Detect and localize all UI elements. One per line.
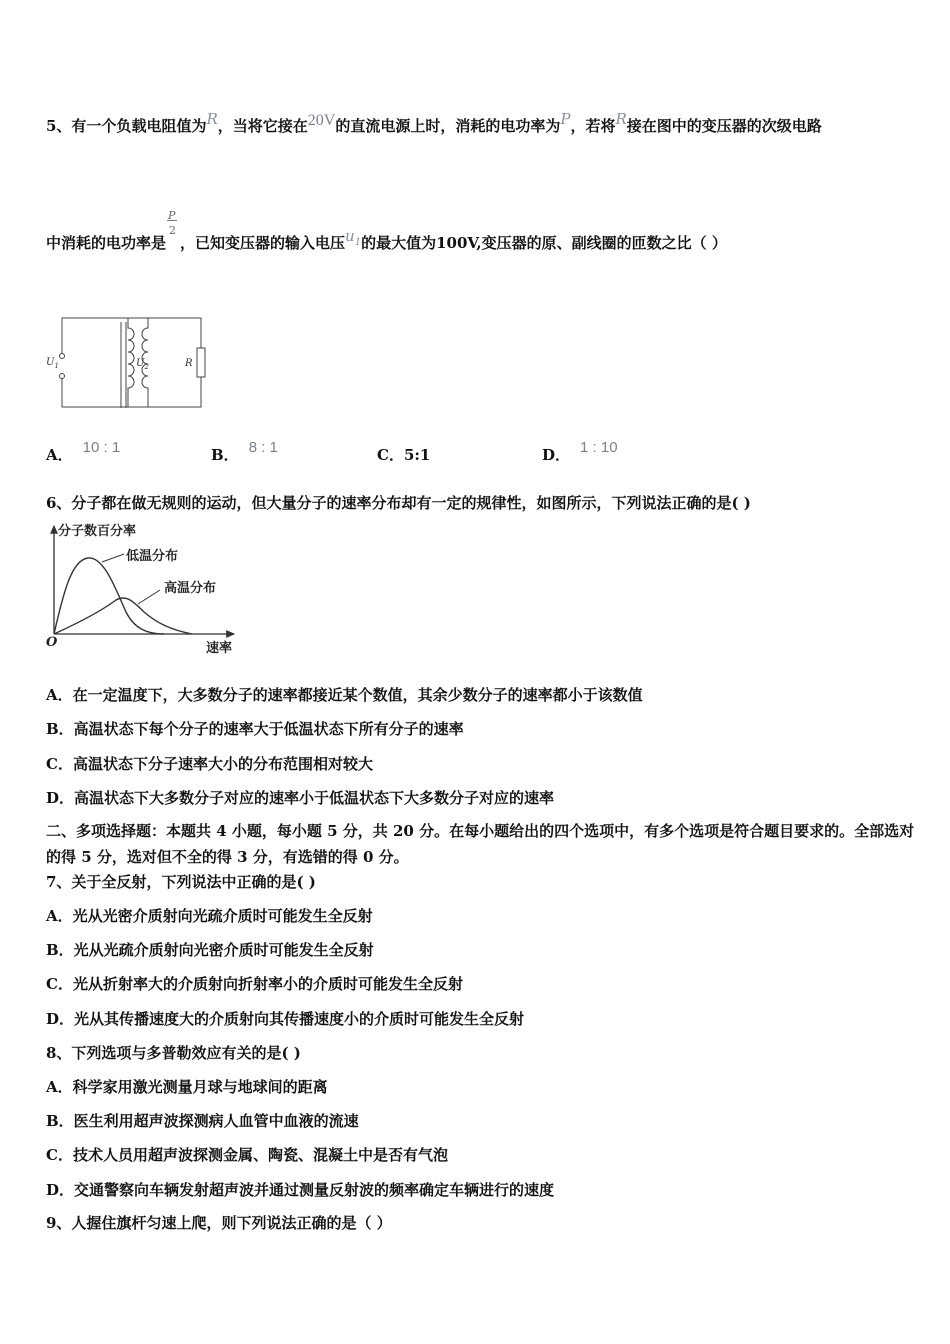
q5-text: ，若将 (570, 117, 616, 135)
q5-text: 接在图中的变压器的次级电路 (626, 117, 822, 135)
q8-option-c[interactable]: C．技术人员用超声波探测金属、陶瓷、混凝土中是否有气泡 (46, 1146, 448, 1164)
fraction-p-over-2 (166, 209, 180, 254)
q7-option-b[interactable]: B．光从光疏介质射向光密介质时可能发生全反射 (46, 941, 374, 959)
label-high-temp: 高温分布 (164, 581, 217, 596)
q7-stem: 7、关于全反射，下列说法中正确的是( ) (46, 873, 316, 891)
secondary-wire-top (128, 318, 201, 348)
q6-option-c[interactable]: C．高温状态下分子速率大小的分布范围相对较大 (46, 755, 373, 773)
q9-stem: 9、人握住旗杆匀速上爬，则下列说法正确的是（ ） (46, 1214, 392, 1232)
q7-option-d[interactable]: D．光从其传播速度大的介质射向其传播速度小的介质时可能发生全反射 (46, 1010, 525, 1028)
option-value: 1 : 10 (580, 439, 618, 456)
symbol-u1 (345, 227, 362, 248)
q5-text: 5、有一个负载电阻值为 (46, 117, 207, 135)
q5-text: 中消耗的电功率是 (46, 234, 167, 252)
option-letter: B． (211, 446, 239, 464)
symbol-20V: 20V (307, 112, 336, 129)
section2-instructions: 二、多项选择题：本题共 4 小题，每小题 5 分，共 20 分。在每小题给出的四个选项中，有多个选项是符合题目要求的。全部选对的得 5 分，选对但不全的得 3 分，有选错的得 0 分。 (46, 822, 915, 866)
q5-text: 的直流电源上时，消耗的电功率为 (335, 117, 561, 135)
q7-option-a[interactable]: A．光从光密介质射向光疏介质时可能发生全反射 (46, 907, 373, 925)
transformer-diagram (40, 310, 260, 420)
q5-voltage: 100V, (436, 234, 482, 252)
symbol-P: P (560, 110, 571, 128)
primary-wire-bottom (62, 376, 148, 407)
label-u1: $U_1$ (46, 357, 59, 370)
leader-high-temp (138, 590, 160, 604)
primary-wire-top (62, 318, 148, 355)
chart-ylabel: 分子数百分率 (58, 524, 137, 539)
terminal-top (60, 354, 65, 359)
option-letter: D． (542, 446, 571, 464)
label-r: R (185, 358, 193, 369)
q5-option-a[interactable] (46, 439, 121, 465)
chart-origin: O (46, 635, 58, 650)
secondary-coil (128, 318, 134, 407)
curve-low-temp (54, 558, 164, 634)
q8-option-b[interactable]: B．医生利用超声波探测病人血管中血液的流速 (46, 1112, 359, 1130)
symbol-subscript: 1 (354, 237, 362, 248)
resistor-r (197, 348, 205, 377)
option-value: 5:1 (403, 446, 431, 464)
chart-xlabel: 速率 (206, 641, 233, 656)
q5-option-c[interactable] (377, 444, 430, 465)
fraction-numerator: P (168, 209, 176, 222)
q8-option-d[interactable]: D．交通警察向车辆发射超声波并通过测量反射波的频率确定车辆进行的速度 (46, 1181, 555, 1199)
option-value: 8 : 1 (248, 439, 278, 456)
label-u2: $U_2$ (136, 358, 149, 371)
q5-text: 变压器的原、副线圈的匝数之比（ ） (481, 234, 727, 252)
leader-low-temp (102, 554, 124, 562)
option-letter: A． (46, 446, 73, 464)
q8-stem: 8、下列选项与多普勒效应有关的是( ) (46, 1044, 301, 1062)
q6-stem: 6、分子都在做无规则的运动，但大量分子的速率分布却有一定的规律性，如图所示，下列说法正确的是( ) (46, 494, 751, 512)
secondary-wire-bottom (128, 377, 201, 407)
symbol-R: R (615, 110, 627, 128)
label-low-temp: 低温分布 (126, 549, 179, 564)
q6-option-a[interactable]: A．在一定温度下，大多数分子的速率都接近某个数值，其余少数分子的速率都小于该数值 (46, 686, 643, 704)
symbol-u: u (345, 227, 355, 245)
terminal-bottom (60, 374, 65, 379)
q5-text: 的最大值为 (361, 234, 437, 252)
q7-option-c[interactable]: C．光从折射率大的介质射向折射率小的介质时可能发生全反射 (46, 975, 463, 993)
q5-text: ，当将它接在 (217, 117, 308, 135)
q6-option-d[interactable]: D．高温状态下大多数分子对应的速率小于低温状态下大多数分子对应的速率 (46, 789, 555, 807)
option-value: 10 : 1 (82, 439, 121, 456)
fraction-denominator: 2 (169, 224, 177, 237)
q8-option-a[interactable]: A．科学家用激光测量月球与地球间的距离 (46, 1078, 328, 1096)
speed-distribution-chart (42, 520, 252, 660)
q6-option-b[interactable]: B．高温状态下每个分子的速率大于低温状态下所有分子的速率 (46, 720, 464, 738)
q5-text: ，已知变压器的输入电压 (180, 234, 346, 252)
option-letter: C． (377, 446, 404, 464)
q5-option-b[interactable] (211, 439, 278, 465)
curve-high-temp (54, 598, 192, 634)
q5-stem-line1 (46, 110, 822, 137)
q5-option-d[interactable] (542, 439, 618, 465)
q5-stem-line2 (46, 209, 727, 260)
symbol-R: R (206, 110, 218, 128)
